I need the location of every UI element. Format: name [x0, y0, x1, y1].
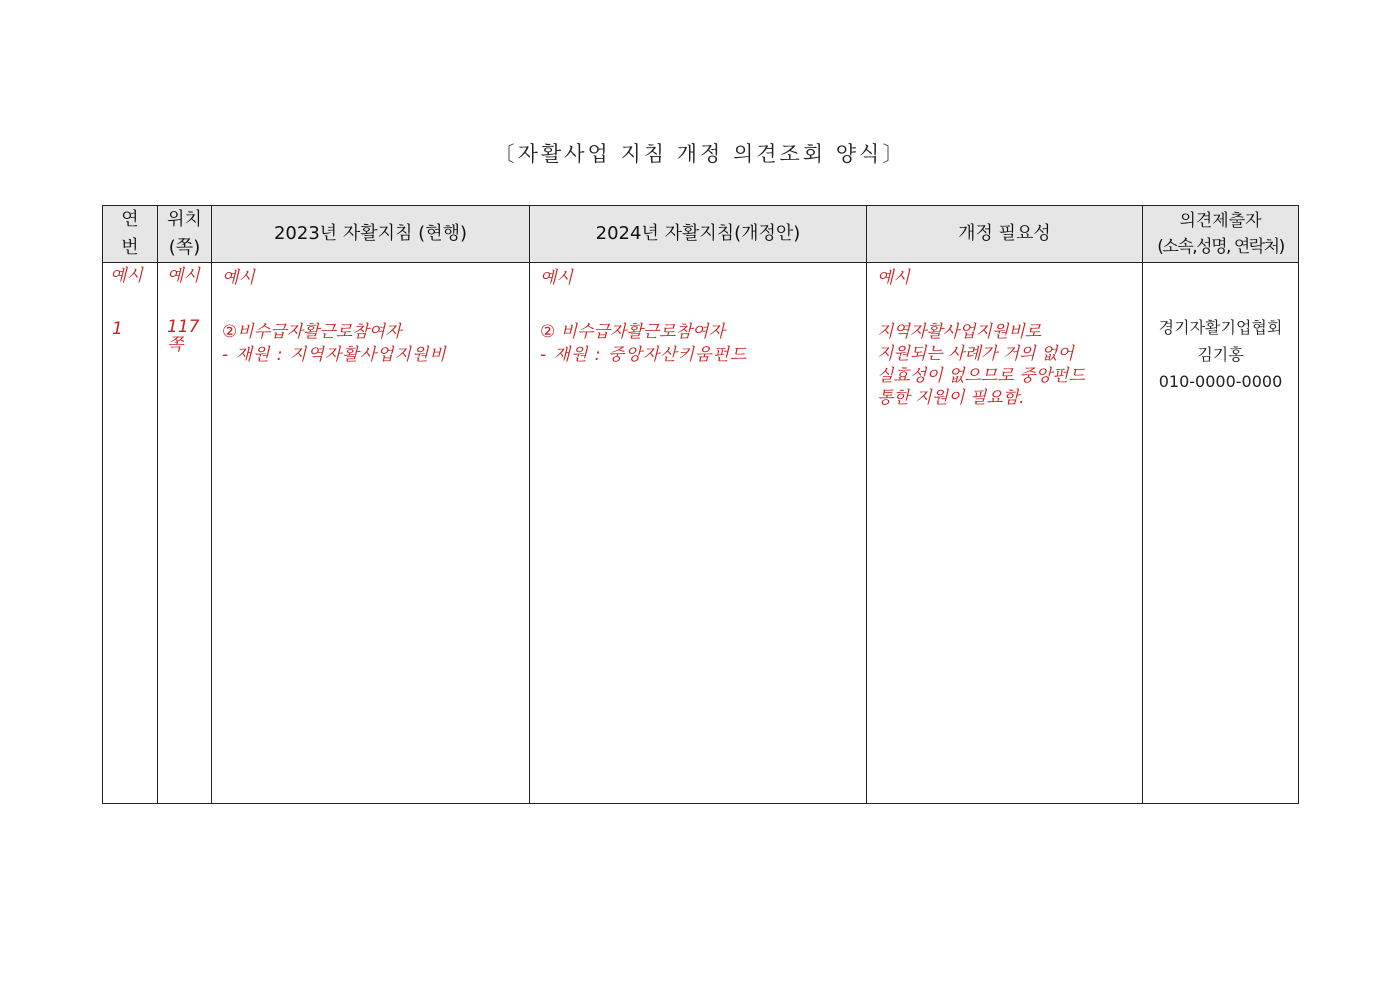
page-unit-label: 쪽 [167, 335, 184, 355]
necessity-line: 지역자활사업지원비로 [877, 322, 1042, 342]
header-submitter-line2: (소속,성명, 연락처) [1157, 237, 1284, 257]
current-guideline-cell [212, 263, 530, 804]
document-title: 〔자활사업 지침 개정 의견조회 양식〕 [493, 142, 907, 166]
header-location-line1: 위치 [167, 209, 202, 231]
location-cell [158, 263, 212, 804]
table-row [103, 263, 1299, 804]
current-detail: - 재원 : 지역자활사업지원비 [222, 345, 447, 365]
necessity-line: 실효성이 없으므로 중앙펀드 [877, 366, 1085, 386]
current-item: ②비수급자활근로참여자 [222, 322, 402, 342]
header-serial-line2: 번 [121, 237, 139, 258]
header-revised-guideline: 2024년 자활지침(개정안) [530, 206, 867, 263]
header-submitter-line1: 의견제출자 [1179, 210, 1262, 231]
necessity-cell [867, 263, 1143, 804]
opinion-form-table [102, 205, 1299, 804]
header-location-line2: (쪽) [168, 237, 201, 258]
submitter-name: 김기홍 [1197, 345, 1244, 364]
revised-detail: - 재원 : 중앙자산키움펀드 [540, 345, 748, 365]
header-current-guideline: 2023년 자활지침 (현행) [212, 206, 530, 263]
revised-example-label: 예시 [540, 268, 573, 288]
necessity-example-label: 예시 [877, 268, 910, 288]
header-serial-number [103, 206, 158, 263]
submitter-phone: 010-0000-0000 [1158, 372, 1283, 391]
submitter-organization: 경기자활기업협회 [1158, 318, 1283, 337]
necessity-line: 통한 지원이 필요함. [877, 388, 1025, 408]
header-row [103, 206, 1299, 263]
revised-item: ② 비수급자활근로참여자 [540, 322, 725, 342]
serial-number-cell [103, 263, 158, 804]
current-example-label: 예시 [222, 268, 255, 288]
header-serial-line1: 연 [121, 209, 139, 231]
necessity-line: 지원되는 사례가 거의 없어 [877, 344, 1074, 364]
header-location [158, 206, 212, 263]
page-number-value: 117 [167, 317, 200, 337]
serial-example-label: 예시 [110, 266, 143, 286]
serial-number-value: 1 [112, 319, 123, 339]
header-revision-necessity: 개정 필요성 [867, 206, 1143, 263]
revised-guideline-cell [530, 263, 867, 804]
location-example-label: 예시 [167, 266, 200, 286]
header-submitter [1143, 206, 1299, 263]
submitter-cell [1143, 263, 1299, 804]
